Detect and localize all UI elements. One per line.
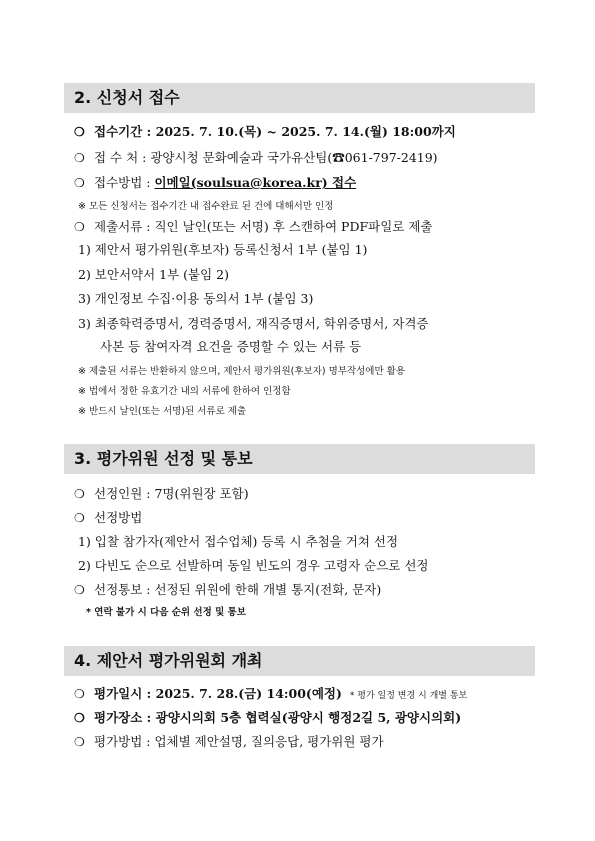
section-2-title: 2. 신청서 접수 <box>64 83 535 113</box>
section-3-title: 3. 평가위원 선정 및 통보 <box>64 444 535 474</box>
eval-date <box>74 686 467 704</box>
eval-way <box>74 734 384 750</box>
bullet-icon: ❍ <box>74 125 85 139</box>
eval-way-text: 평가방법 : 업체별 제안설명, 질의응답, 평가위원 평가 <box>94 734 384 749</box>
eval-place <box>74 710 461 726</box>
receipt-method-label: 접수방법 : <box>94 175 155 190</box>
eval-date-note: * 평가 일정 변경 시 개별 통보 <box>349 691 468 701</box>
selection-method-title <box>74 510 142 526</box>
docs-note: ※ 제출된 서류는 반환하지 않으며, 제안서 평가위원(후보자) 명부작성에만 활용 <box>78 366 406 377</box>
section-4-title: 4. 제안서 평가위원회 개최 <box>64 646 535 676</box>
selection-method-item: 2) 다빈도 순으로 선발하며 동일 빈도의 경우 고령자 순으로 선정 <box>78 558 429 573</box>
receipt-office-text: 접 수 처 : 광양시청 문화예술과 국가유산팀(☎061-797-2419) <box>94 150 438 165</box>
doc-item: 2) 보안서약서 1부 (붙임 2) <box>78 267 229 282</box>
receipt-method-email: 이메일(soulsua@korea.kr) 접수 <box>154 175 357 190</box>
method-note: ※ 모든 신청서는 접수기간 내 접수완료 된 건에 대해서만 인정 <box>78 201 334 212</box>
selection-notify <box>74 582 381 598</box>
selection-notify-text: 선정통보 : 선정된 위원에 한해 개별 통지(전화, 문자) <box>94 582 382 597</box>
bullet-icon: ❍ <box>74 735 85 749</box>
eval-place-text: 평가장소 : 광양시의회 5층 협력실(광양시 행정2길 5, 광양시의회) <box>94 710 462 725</box>
bullet-icon: ❍ <box>74 151 85 165</box>
doc-item: 3) 최종학력증명서, 경력증명서, 재직증명서, 학위증명서, 자격증 <box>78 316 429 331</box>
receipt-period-text: 접수기간 : 2025. 7. 10.(목) ~ 2025. 7. 14.(월) 18:00까지 <box>94 124 456 139</box>
receipt-period <box>74 124 456 140</box>
selection-method-title-text: 선정방법 <box>94 510 143 525</box>
eval-date-text: 평가일시 : 2025. 7. 28.(금) 14:00(예정) <box>94 686 342 701</box>
doc-item: 1) 제안서 평가위원(후보자) 등록신청서 1부 (붙임 1) <box>78 242 368 257</box>
docs-note: ※ 법에서 정한 유효기간 내의 서류에 한하여 인정함 <box>78 386 291 397</box>
notify-note: * 연락 불가 시 다음 순위 선정 및 통보 <box>86 607 246 618</box>
bullet-icon: ❍ <box>74 176 85 190</box>
bullet-icon: ❍ <box>74 583 85 597</box>
receipt-office <box>74 150 438 166</box>
doc-item: 3) 개인정보 수집·이용 동의서 1부 (붙임 3) <box>78 291 314 306</box>
bullet-icon: ❍ <box>74 687 85 701</box>
docs-title <box>74 219 433 235</box>
selection-method-item: 1) 입찰 참가자(제안서 접수업체) 등록 시 추첨을 거쳐 선정 <box>78 534 399 549</box>
bullet-icon: ❍ <box>74 711 85 725</box>
selection-count <box>74 486 249 502</box>
receipt-method <box>74 175 356 191</box>
docs-title-text: 제출서류 : 직인 날인(또는 서명) 후 스캔하여 PDF파일로 제출 <box>94 219 433 234</box>
bullet-icon: ❍ <box>74 511 85 525</box>
selection-count-text: 선정인원 : 7명(위원장 포함) <box>94 486 249 501</box>
bullet-icon: ❍ <box>74 487 85 501</box>
bullet-icon: ❍ <box>74 220 85 234</box>
doc-item-continued: 사본 등 참여자격 요건을 증명할 수 있는 서류 등 <box>100 339 362 354</box>
docs-note: ※ 반드시 날인(또는 서명)된 서류로 제출 <box>78 406 247 417</box>
